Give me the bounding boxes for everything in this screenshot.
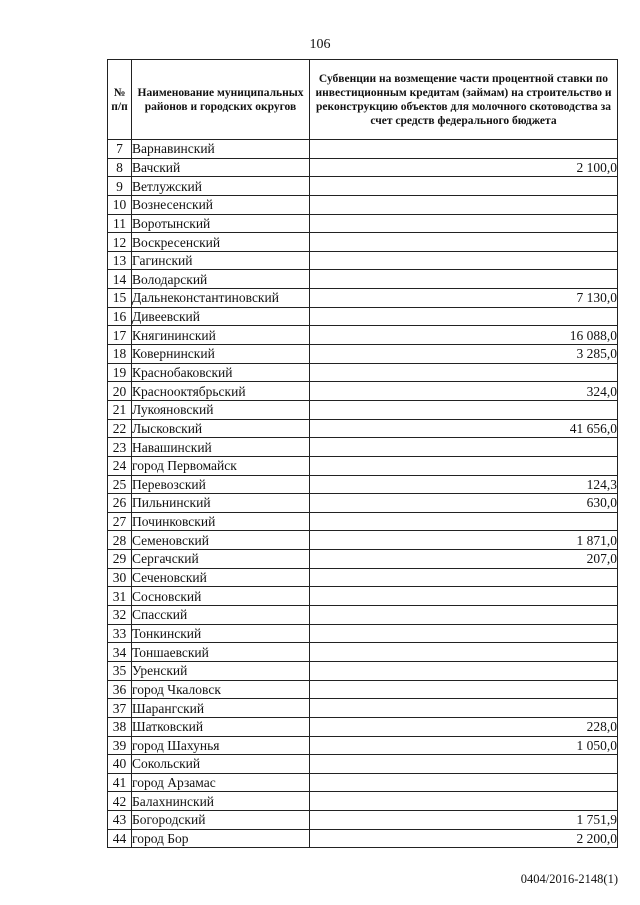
- district-name: Вознесенский: [132, 195, 310, 214]
- subsidy-value: [310, 270, 618, 289]
- row-number: 42: [108, 792, 132, 811]
- subsidy-value: 124,3: [310, 475, 618, 494]
- district-name: Дивеевский: [132, 307, 310, 326]
- table-row: [108, 531, 618, 550]
- table-row: [108, 363, 618, 382]
- subsidy-table: [107, 59, 618, 848]
- district-name: Ковернинский: [132, 345, 310, 364]
- row-number: 41: [108, 773, 132, 792]
- subsidy-value: 3 285,0: [310, 345, 618, 364]
- district-name: Володарский: [132, 270, 310, 289]
- table-row: [108, 717, 618, 736]
- table-row: [108, 568, 618, 587]
- row-number: 7: [108, 140, 132, 159]
- subsidy-value: 207,0: [310, 550, 618, 569]
- district-name: Шатковский: [132, 717, 310, 736]
- table-row: [108, 419, 618, 438]
- row-number: 30: [108, 568, 132, 587]
- row-number: 9: [108, 177, 132, 196]
- table-row: [108, 811, 618, 830]
- row-number: 10: [108, 195, 132, 214]
- district-name: Воротынский: [132, 214, 310, 233]
- row-number: 16: [108, 307, 132, 326]
- district-name: Краснобаковский: [132, 363, 310, 382]
- table-row: [108, 494, 618, 513]
- row-number: 19: [108, 363, 132, 382]
- table-row: [108, 773, 618, 792]
- district-name: Краснооктябрьский: [132, 382, 310, 401]
- table-row: [108, 140, 618, 159]
- district-name: город Чкаловск: [132, 680, 310, 699]
- subsidy-value: 2 200,0: [310, 829, 618, 848]
- table-body: [108, 140, 618, 848]
- table-row: [108, 792, 618, 811]
- row-number: 21: [108, 400, 132, 419]
- subsidy-value: [310, 661, 618, 680]
- row-number: 40: [108, 755, 132, 774]
- district-name: Пильнинский: [132, 494, 310, 513]
- table-row: [108, 233, 618, 252]
- district-name: Балахнинский: [132, 792, 310, 811]
- row-number: 23: [108, 438, 132, 457]
- table-row: [108, 345, 618, 364]
- subsidy-value: 1 871,0: [310, 531, 618, 550]
- table-row: [108, 289, 618, 308]
- subsidy-value: 1 751,9: [310, 811, 618, 830]
- district-name: город Бор: [132, 829, 310, 848]
- table-row: [108, 755, 618, 774]
- subsidy-value: [310, 773, 618, 792]
- subsidy-value: [310, 792, 618, 811]
- row-number: 20: [108, 382, 132, 401]
- row-number: 17: [108, 326, 132, 345]
- table-row: [108, 307, 618, 326]
- table-row: [108, 680, 618, 699]
- district-name: Дальнеконстантиновский: [132, 289, 310, 308]
- subsidy-value: [310, 233, 618, 252]
- district-name: Починковский: [132, 512, 310, 531]
- row-number: 25: [108, 475, 132, 494]
- subsidy-value: 41 656,0: [310, 419, 618, 438]
- district-name: Богородский: [132, 811, 310, 830]
- document-code: 0404/2016-2148(1): [520, 872, 618, 886]
- subsidy-value: [310, 624, 618, 643]
- row-number: 36: [108, 680, 132, 699]
- table-row: [108, 512, 618, 531]
- subsidy-value: [310, 307, 618, 326]
- table-row: [108, 699, 618, 718]
- subsidy-value: 630,0: [310, 494, 618, 513]
- table-row: [108, 400, 618, 419]
- table-row: [108, 587, 618, 606]
- subsidy-value: [310, 606, 618, 625]
- row-number: 29: [108, 550, 132, 569]
- table-header-row: [108, 60, 618, 140]
- table-row: [108, 270, 618, 289]
- table-row: [108, 438, 618, 457]
- table-row: [108, 382, 618, 401]
- district-name: Шарангский: [132, 699, 310, 718]
- district-name: Сокольский: [132, 755, 310, 774]
- row-number: 43: [108, 811, 132, 830]
- district-name: Лукояновский: [132, 400, 310, 419]
- row-number: 18: [108, 345, 132, 364]
- district-name: Княгининский: [132, 326, 310, 345]
- table-row: [108, 475, 618, 494]
- page-number: 106: [309, 37, 331, 52]
- table-row: [108, 624, 618, 643]
- district-name: Воскресенский: [132, 233, 310, 252]
- row-number: 28: [108, 531, 132, 550]
- header-subsidy-amount: Субвенции на возмещение части процентной ставки по инвестиционным кредитам (займам) на строительство и реконструкцию объектов для молочного скотоводства за счет средств федерального бюджета: [310, 60, 618, 140]
- subsidy-value: [310, 680, 618, 699]
- subsidy-value: 7 130,0: [310, 289, 618, 308]
- district-name: Лысковский: [132, 419, 310, 438]
- subsidy-value: [310, 251, 618, 270]
- row-number: 22: [108, 419, 132, 438]
- subsidy-value: 16 088,0: [310, 326, 618, 345]
- row-number: 8: [108, 158, 132, 177]
- district-name: Уренский: [132, 661, 310, 680]
- row-number: 39: [108, 736, 132, 755]
- subsidy-value: [310, 214, 618, 233]
- subsidy-value: [310, 512, 618, 531]
- table-row: [108, 829, 618, 848]
- subsidy-value: [310, 699, 618, 718]
- district-name: Семеновский: [132, 531, 310, 550]
- district-name: Сергачский: [132, 550, 310, 569]
- table-row: [108, 326, 618, 345]
- table-row: [108, 177, 618, 196]
- subsidy-value: 324,0: [310, 382, 618, 401]
- row-number: 32: [108, 606, 132, 625]
- subsidy-value: [310, 140, 618, 159]
- row-number: 33: [108, 624, 132, 643]
- district-name: Ветлужский: [132, 177, 310, 196]
- subsidy-value: [310, 195, 618, 214]
- district-name: Варнавинский: [132, 140, 310, 159]
- header-district-name: Наименование муниципальных районов и городских округов: [132, 60, 310, 140]
- district-name: город Шахунья: [132, 736, 310, 755]
- table-row: [108, 550, 618, 569]
- subsidy-value: [310, 587, 618, 606]
- district-name: Вачский: [132, 158, 310, 177]
- subsidy-value: [310, 177, 618, 196]
- row-number: 13: [108, 251, 132, 270]
- subsidy-value: [310, 438, 618, 457]
- district-name: Спасский: [132, 606, 310, 625]
- district-name: Гагинский: [132, 251, 310, 270]
- table-row: [108, 606, 618, 625]
- subsidy-value: 228,0: [310, 717, 618, 736]
- row-number: 37: [108, 699, 132, 718]
- district-name: Навашинский: [132, 438, 310, 457]
- subsidy-value: 1 050,0: [310, 736, 618, 755]
- row-number: 34: [108, 643, 132, 662]
- row-number: 27: [108, 512, 132, 531]
- subsidy-value: [310, 400, 618, 419]
- row-number: 15: [108, 289, 132, 308]
- district-name: город Первомайск: [132, 456, 310, 475]
- table-row: [108, 214, 618, 233]
- row-number: 31: [108, 587, 132, 606]
- subsidy-value: [310, 643, 618, 662]
- row-number: 14: [108, 270, 132, 289]
- subsidy-value: [310, 568, 618, 587]
- district-name: Перевозский: [132, 475, 310, 494]
- table-row: [108, 643, 618, 662]
- row-number: 26: [108, 494, 132, 513]
- row-number: 11: [108, 214, 132, 233]
- table-row: [108, 195, 618, 214]
- table-row: [108, 736, 618, 755]
- district-name: Сосновский: [132, 587, 310, 606]
- table-row: [108, 661, 618, 680]
- district-name: Сеченовский: [132, 568, 310, 587]
- row-number: 35: [108, 661, 132, 680]
- subsidy-value: 2 100,0: [310, 158, 618, 177]
- district-name: город Арзамас: [132, 773, 310, 792]
- district-name: Тоншаевский: [132, 643, 310, 662]
- district-name: Тонкинский: [132, 624, 310, 643]
- table-row: [108, 251, 618, 270]
- row-number: 24: [108, 456, 132, 475]
- subsidy-value: [310, 456, 618, 475]
- subsidy-value: [310, 363, 618, 382]
- subsidy-value: [310, 755, 618, 774]
- header-number: № п/п: [108, 60, 132, 140]
- row-number: 12: [108, 233, 132, 252]
- table-row: [108, 158, 618, 177]
- row-number: 38: [108, 717, 132, 736]
- table-row: [108, 456, 618, 475]
- row-number: 44: [108, 829, 132, 848]
